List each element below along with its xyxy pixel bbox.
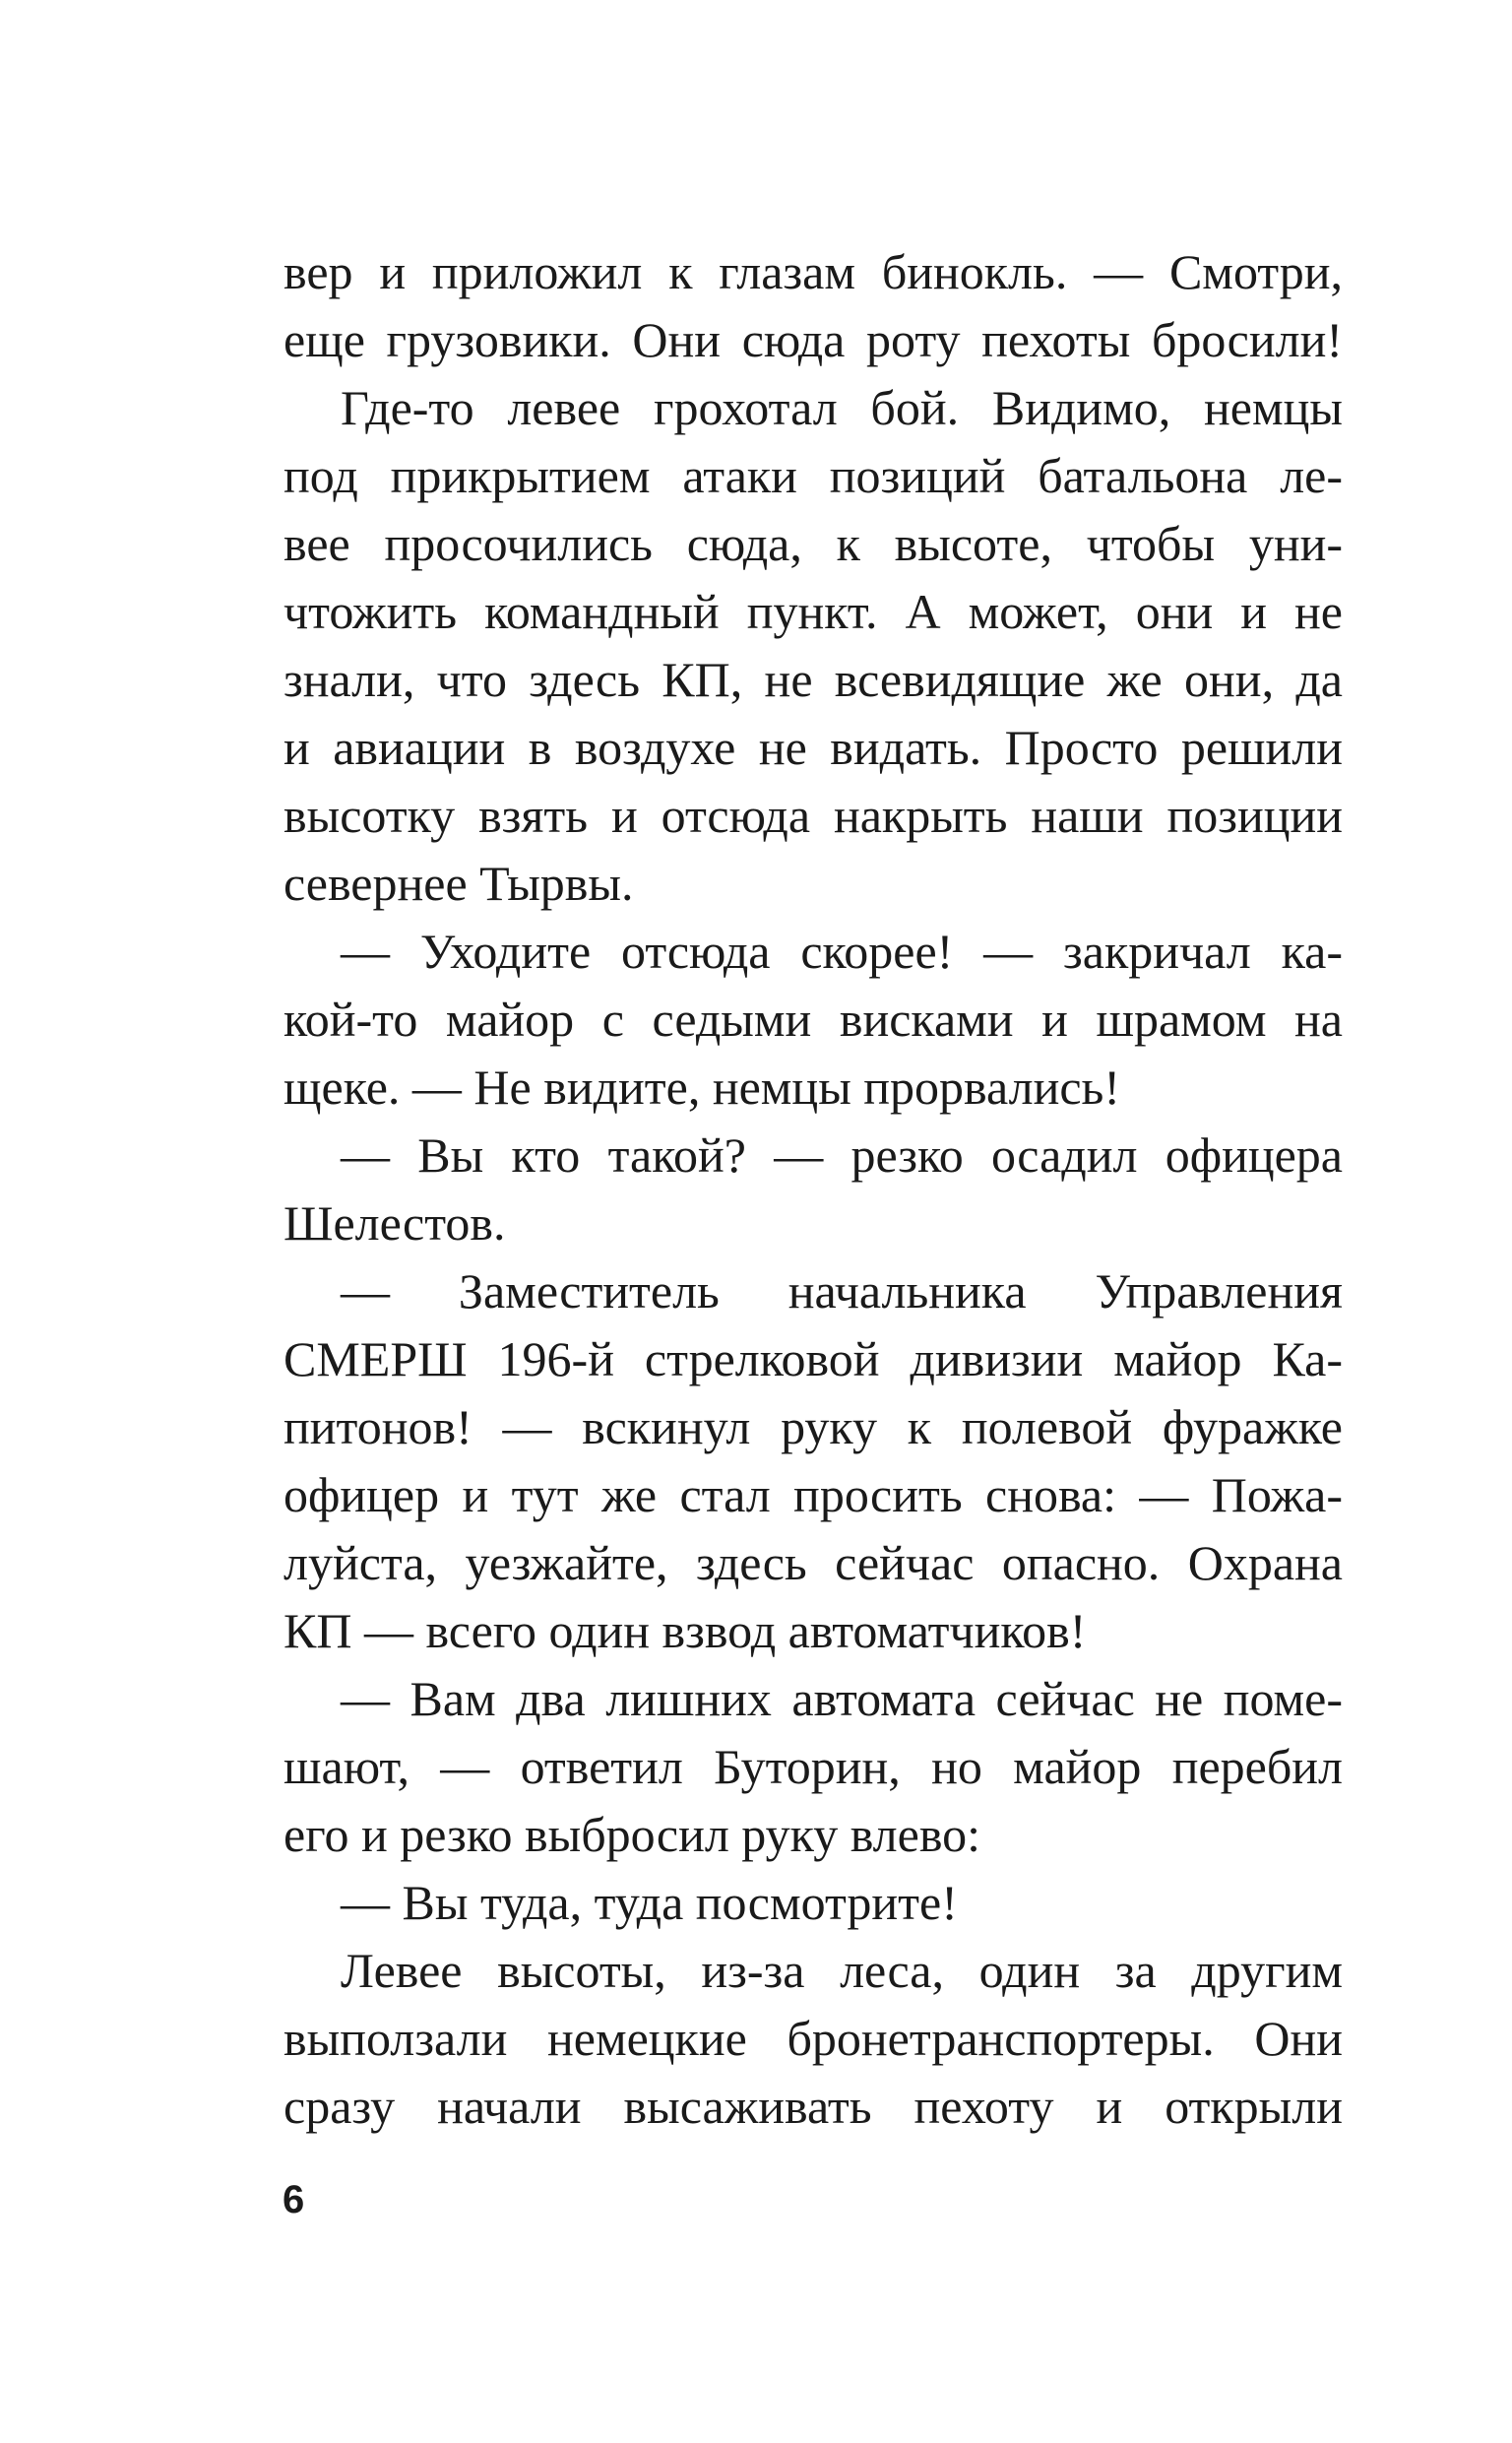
text-line: кой-то майор с седыми висками и шрамом на	[284, 992, 1343, 1047]
text-line: сразу начали высаживать пехоту и открыли	[284, 2079, 1343, 2134]
page-number: 6	[283, 2178, 305, 2221]
text-line: вее просочились сюда, к высоте, чтобы уни-	[284, 516, 1343, 571]
text-line: севернее Тырвы.	[284, 856, 634, 911]
text-line: луйста, уезжайте, здесь сейчас опасно. Охрана	[284, 1535, 1343, 1590]
text-line: офицер и тут же стал просить снова: — Пожа-	[284, 1467, 1343, 1522]
text-line: — Вам два лишних автомата сейчас не поме-	[341, 1671, 1343, 1726]
text-line: знали, что здесь КП, не всевидящие же они, да	[284, 652, 1343, 707]
text-line: чтожить командный пункт. А может, они и не	[284, 584, 1343, 639]
text-line: — Вы туда, туда посмотрите!	[341, 1875, 958, 1930]
text-line: еще грузовики. Они сюда роту пехоты бросили!	[284, 312, 1343, 367]
text-line: КП — всего один взвод автоматчиков!	[284, 1603, 1087, 1658]
text-line: Где-то левее грохотал бой. Видимо, немцы	[341, 380, 1343, 435]
text-line: Левее высоты, из-за леса, один за другим	[341, 1943, 1343, 1998]
text-line: его и резко выбросил руку влево:	[284, 1807, 980, 1862]
text-line: выползали немецкие бронетранспортеры. Они	[284, 2011, 1343, 2066]
text-line: — Вы кто такой? — резко осадил офицера	[341, 1127, 1343, 1183]
text-line: шают, — ответил Буторин, но майор перебил	[284, 1739, 1343, 1794]
text-line: высотку взять и отсюда накрыть наши позиции	[284, 788, 1343, 843]
text-line: СМЕРШ 196-й стрелковой дивизии майор Ка-	[284, 1331, 1343, 1386]
text-line: питонов! — вскинул руку к полевой фуражке	[284, 1399, 1343, 1454]
text-line: под прикрытием атаки позиций батальона ле-	[284, 448, 1343, 503]
text-line: — Заместитель начальника Управления	[341, 1263, 1343, 1318]
text-line: вер и приложил к глазам бинокль. — Смотри,	[284, 244, 1343, 299]
text-line: — Уходите отсюда скорее! — закричал ка-	[341, 924, 1343, 979]
text-line: и авиации в воздухе не видать. Просто решили	[284, 720, 1343, 775]
text-line: щеке. — Не видите, немцы прорвались!	[284, 1060, 1120, 1115]
text-line: Шелестов.	[284, 1195, 506, 1251]
body-text	[284, 238, 1343, 2141]
